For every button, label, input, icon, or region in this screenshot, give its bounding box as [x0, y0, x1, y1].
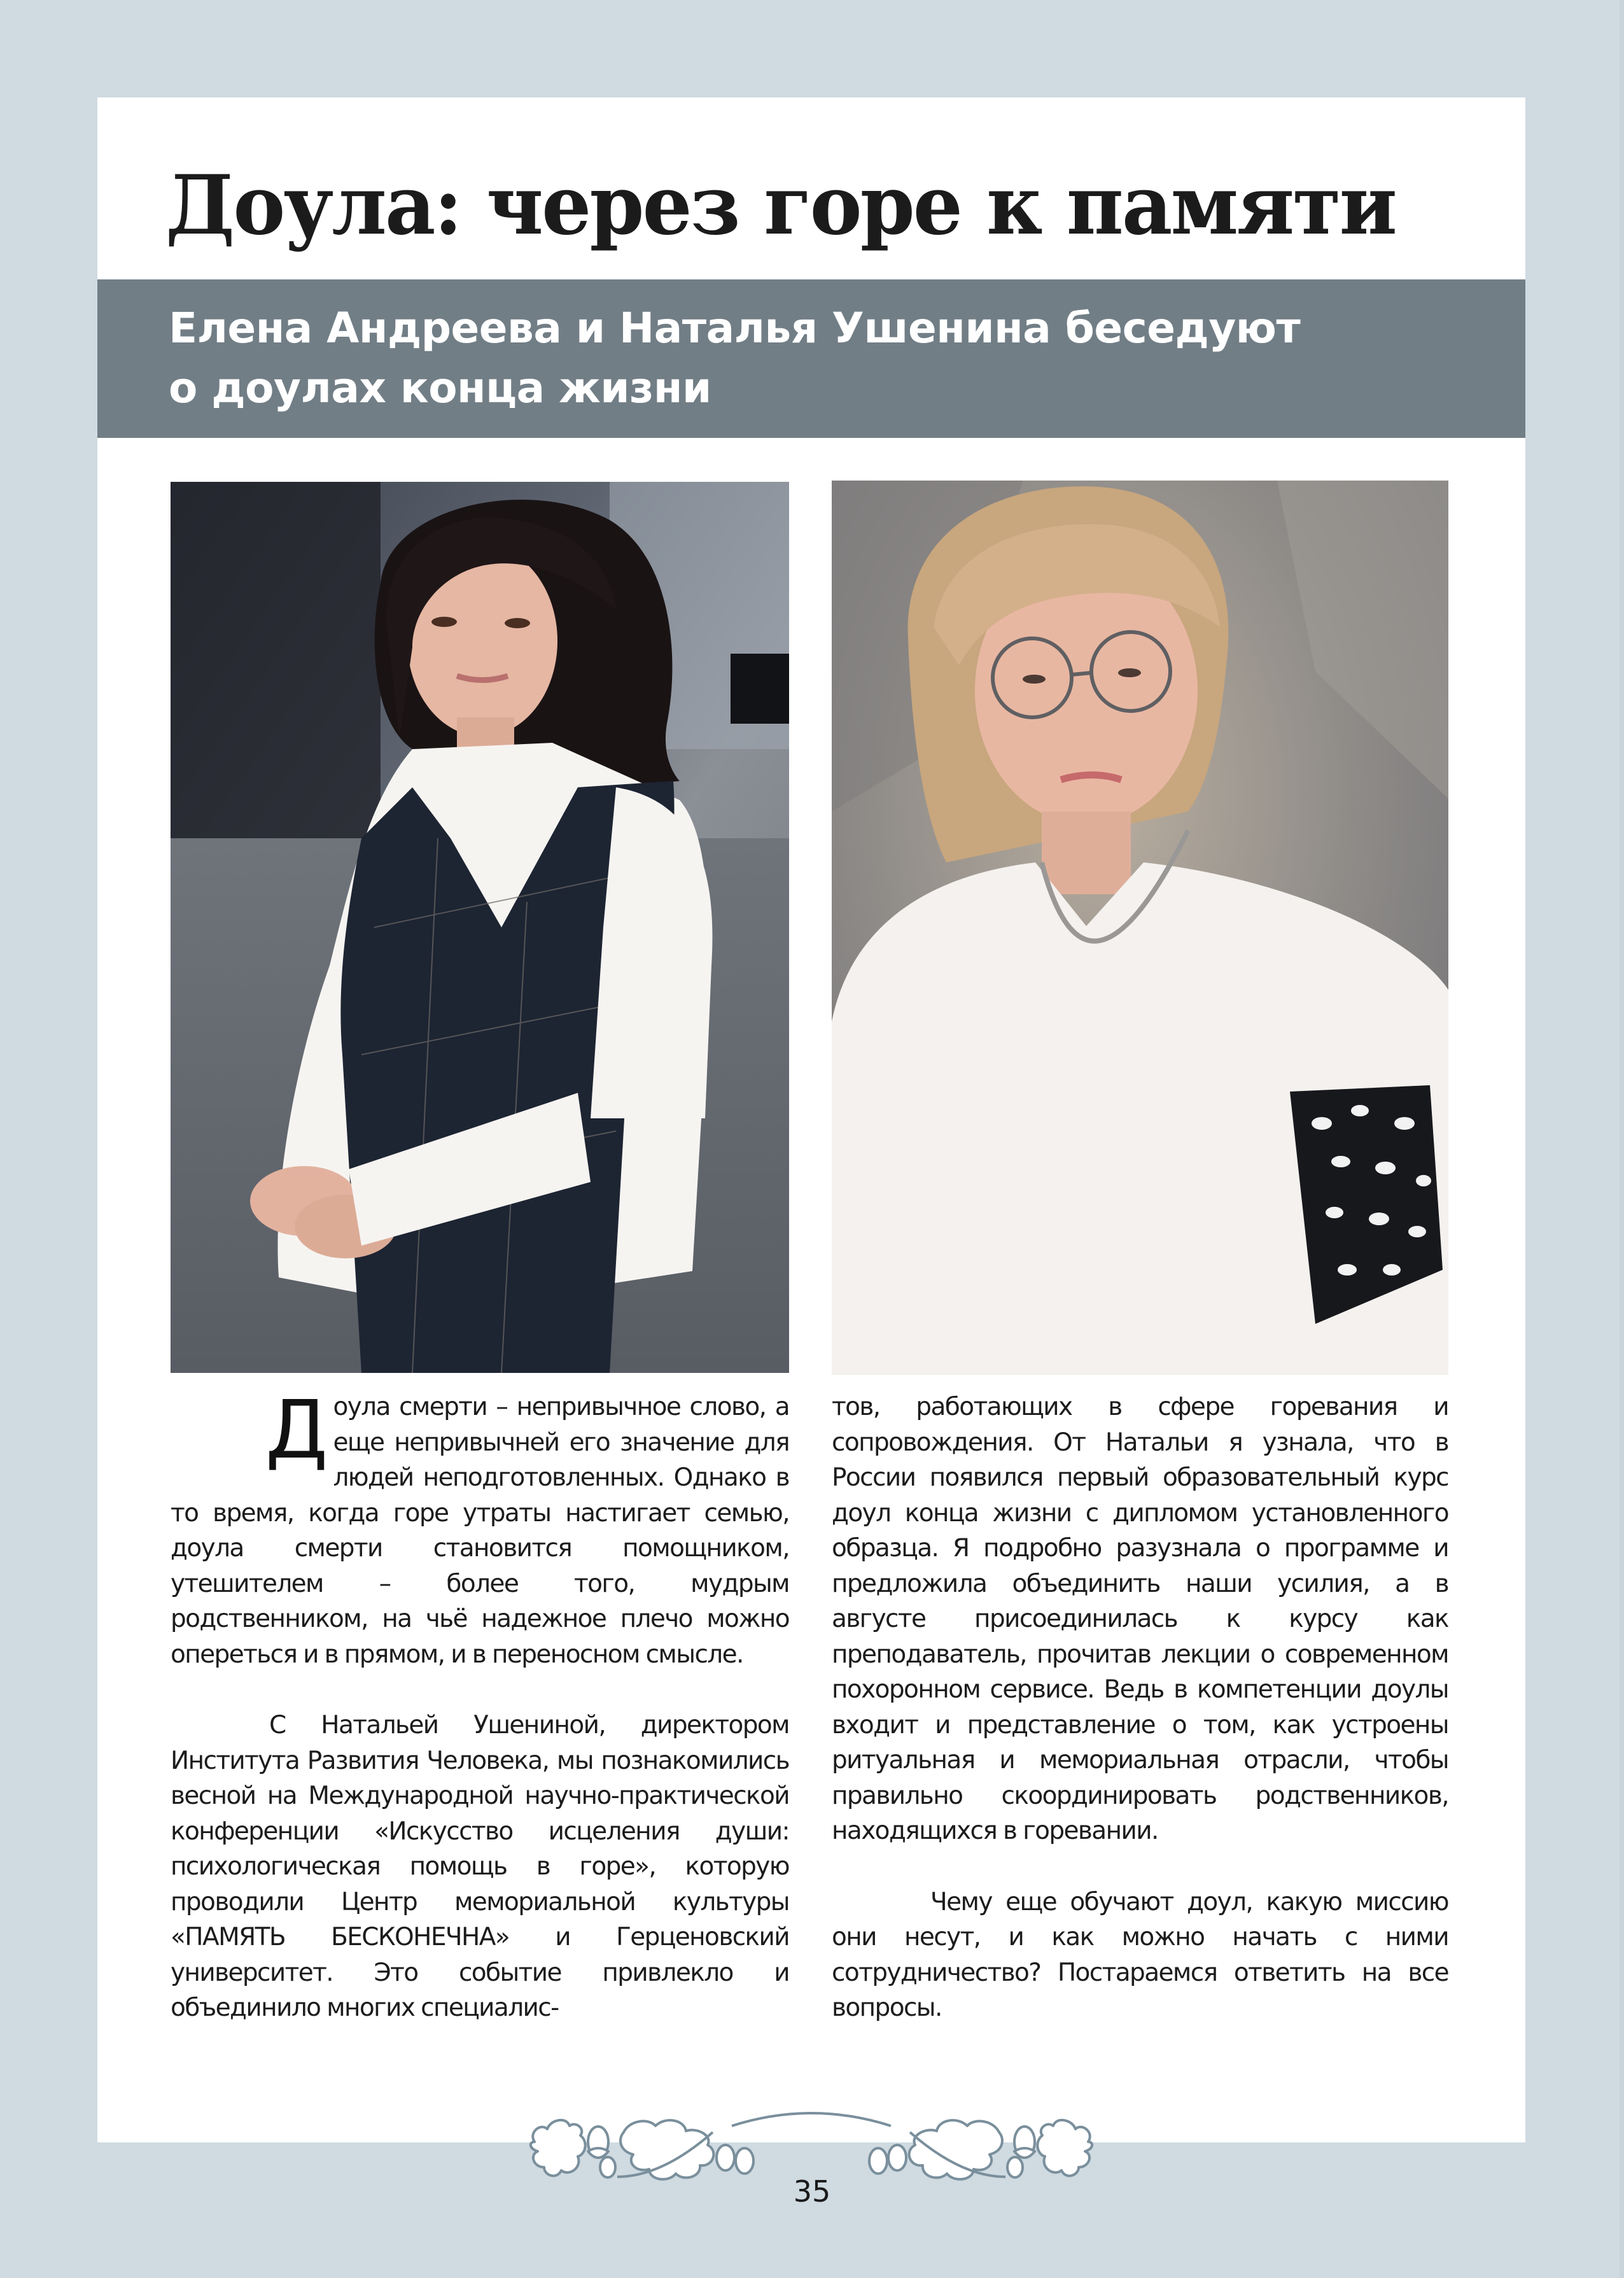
paragraph-intro	[171, 1383, 789, 1672]
drop-cap: Д	[265, 1383, 328, 1477]
article-subtitle	[169, 299, 1300, 418]
portrait-photo-elena-andreeva	[171, 482, 789, 1373]
article-title: Доула: через горе к памяти	[165, 158, 1396, 253]
paragraph-questions: Чему еще обучают доул, какую миссию они несут, и как можно начать с ними сотрудничество? Постараемся ответить на все вопросы.	[832, 1887, 1448, 2022]
background-edge-stripe	[1620, 0, 1624, 2278]
subtitle-line-2: о доулах конца жизни	[169, 363, 711, 412]
subtitle-banner	[97, 279, 1525, 438]
article-column-right	[832, 1389, 1448, 2026]
portrait-image	[832, 481, 1448, 1375]
magazine-page	[97, 97, 1525, 2142]
paragraph-text: оула смерти – непривычное слово, а еще непривычней его значение для людей неподготовленных. Однако в то время, когда горе утраты настигает семью, доула смерти становится помощником, утешителем – более того, мудрым родственником, на чьё надежное плечо можно опереться и в прямом, и в переносном смысле.	[171, 1393, 789, 1669]
portrait-photo-natalia-ushenina	[832, 481, 1448, 1375]
page-number: 35	[793, 2174, 831, 2209]
article-column-left	[171, 1383, 789, 2026]
paragraph-meeting: С Натальей Ушениной, директором Института Развития Человека, мы познакомились весной на Международной научно-практической конференции «Искусство исцеления души: психологическая помощь в горе», которую проводили Центр мемориальной культуры «ПАМЯТЬ БЕСКОНЕЧНА» и Герценовский университет. Это событие привлекло и объединило многих специалис-	[171, 1711, 789, 2022]
portrait-image	[171, 482, 789, 1373]
subtitle-line-1: Елена Андреева и Наталья Ушенина беседуют	[169, 304, 1301, 353]
paragraph-course: тов, работающих в сфере горевания и сопровождения. От Натальи я узнала, что в России появился первый образовательный курс доул конца жизни с дипломом установленного образца. Я подробно разузнала о программе и предложила объединить наши усилия, а в августе присоединилась к курсу как преподаватель, прочитав лекции о современном похоронном сервисе. Ведь в компетенции доулы входит и представление о том, как устроены ритуальная и мемориальная отрасли, чтобы правильно скоординировать родственников, находящихся в горевании.	[832, 1393, 1448, 1845]
